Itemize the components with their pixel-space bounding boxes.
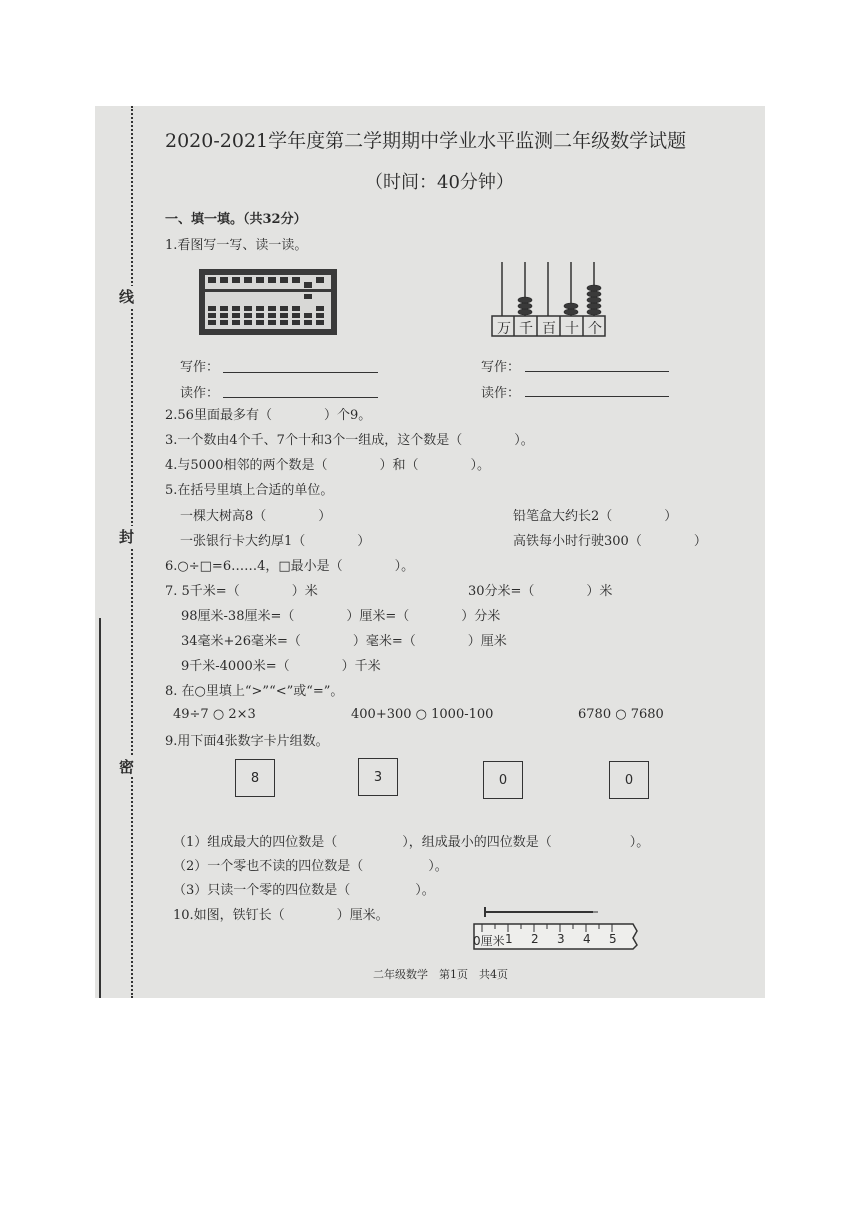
- binding-char-xian: 线: [119, 288, 135, 306]
- abacus-image: [198, 268, 338, 336]
- left-edge-mark: [99, 618, 101, 998]
- q7-line-d: 34毫米+26毫米=（ ）毫米=（ ）厘米: [181, 634, 507, 649]
- q9-part2: （2）一个零也不读的四位数是（ ）。: [173, 859, 448, 874]
- digit-card-4: 0: [609, 761, 649, 799]
- q7-line-c: 98厘米-38厘米=（ ）厘米=（ ）分米: [181, 609, 501, 624]
- digit-card-1: 8: [235, 759, 275, 797]
- q2-text: 2.56里面最多有（ ）个9。: [165, 408, 372, 423]
- q9-part3: （3）只读一个零的四位数是（ ）。: [173, 883, 435, 898]
- q4-text: 4.与5000相邻的两个数是（ ）和（ ）。: [165, 458, 490, 473]
- digit-card-3: 0: [483, 761, 523, 799]
- q6-text: 6.○÷□=6……4，□最小是（ ）。: [165, 559, 415, 574]
- ruler-label-2: 2: [531, 932, 539, 946]
- q8-text: 8. 在○里填上“>”“<”或“=”。: [165, 684, 344, 699]
- q5-item-bankcard: 一张银行卡大约厚1（ ）: [180, 534, 371, 549]
- section-heading: 一、填一填。（共32分）: [165, 212, 307, 227]
- q8-compare-a: 49÷7 ○ 2×3: [173, 707, 256, 722]
- place-label-qian: 千: [519, 321, 533, 337]
- q8-compare-b: 400+300 ○ 1000-100: [351, 707, 494, 722]
- ruler-label-0: 0厘米: [473, 934, 505, 948]
- read-label-left: 读作：: [180, 386, 220, 401]
- write-label-left: 写作：: [180, 360, 220, 375]
- ruler-label-3: 3: [557, 932, 565, 946]
- q3-text: 3.一个数由4个千、7个十和3个一组成，这个数是（ ）。: [165, 433, 534, 448]
- q10-text: 10.如图，铁钉长（ ）厘米。: [173, 908, 389, 923]
- write-line-left[interactable]: [223, 372, 378, 373]
- page-subtitle: （时间：40分钟）: [365, 172, 514, 193]
- digit-card-2: 3: [358, 758, 398, 796]
- read-line-right[interactable]: [525, 396, 669, 397]
- write-line-right[interactable]: [525, 371, 669, 372]
- place-label-bai: 百: [542, 321, 556, 337]
- ruler-label-1: 1: [505, 932, 513, 946]
- q8-compare-c: 6780 ○ 7680: [578, 707, 664, 722]
- q1-text: 1.看图写一写、读一读。: [165, 238, 308, 253]
- q9-part1: （1）组成最大的四位数是（ ），组成最小的四位数是（ ）。: [173, 835, 650, 850]
- write-label-right: 写作：: [481, 360, 521, 375]
- read-label-right: 读作：: [481, 386, 521, 401]
- page-footer: 二年级数学 第1页 共4页: [373, 968, 508, 981]
- place-label-ge: 个: [588, 321, 602, 337]
- binding-char-mi: 密: [119, 758, 135, 776]
- binding-char-feng: 封: [119, 528, 135, 546]
- read-line-left[interactable]: [223, 397, 378, 398]
- q5-text: 5.在括号里填上合适的单位。: [165, 483, 334, 498]
- page-title: 2020-2021学年度第二学期期中学业水平监测二年级数学试题: [165, 130, 687, 152]
- q5-item-train: 高铁每小时行驶300（ ）: [513, 534, 707, 549]
- q7-line-a: 7. 5千米=（ ）米: [165, 584, 318, 599]
- place-label-wan: 万: [497, 321, 511, 337]
- place-label-shi: 十: [565, 321, 579, 337]
- ruler-label-4: 4: [583, 932, 591, 946]
- binding-dotted-line: [131, 106, 133, 998]
- q9-text: 9.用下面4张数字卡片组数。: [165, 734, 329, 749]
- q7-line-e: 9千米-4000米=（ ）千米: [181, 659, 381, 674]
- ruler-label-5: 5: [609, 932, 617, 946]
- q5-item-pencilbox: 铅笔盒大约长2（ ）: [513, 509, 678, 524]
- q5-item-tree: 一棵大树高8（ ）: [180, 509, 332, 524]
- q7-line-b: 30分米=（ ）米: [468, 584, 613, 599]
- exam-page: [95, 106, 765, 998]
